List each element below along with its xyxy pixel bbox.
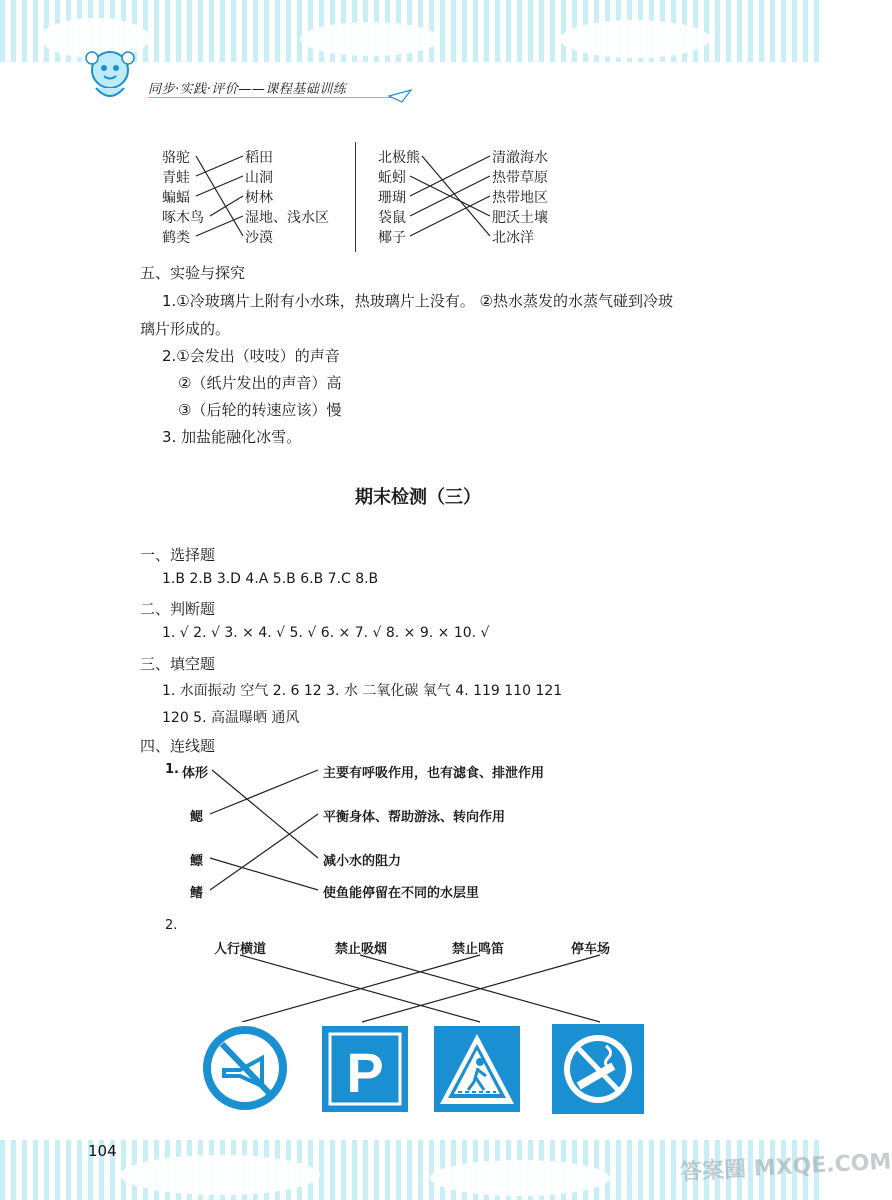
section-heading: 二、判断题 xyxy=(140,600,216,618)
page-number: 104 xyxy=(88,1142,117,1160)
match-left-target: 山洞 xyxy=(245,170,273,186)
answer-line: 1. 水面振动 空气 2. 6 12 3. 水 二氧化碳 氧气 4. 119 110 121 xyxy=(162,683,563,699)
fish-function: 使鱼能停留在不同的水层里 xyxy=(323,886,480,901)
no-smoking-icon xyxy=(552,1024,644,1114)
match-left-item: 蝙蝠 xyxy=(162,190,190,206)
match-right-item: 蚯蚓 xyxy=(378,170,406,186)
match-line xyxy=(210,858,318,890)
match-line xyxy=(210,814,318,890)
no-horn-icon xyxy=(196,1022,294,1114)
match-left-target: 沙漠 xyxy=(245,230,273,246)
match-line xyxy=(210,196,243,216)
match-right-target: 热带地区 xyxy=(492,190,548,206)
match-right-item: 珊瑚 xyxy=(378,190,406,206)
sign-label: 禁止鸣笛 xyxy=(452,942,505,957)
section-heading: 四、连线题 xyxy=(140,737,216,755)
match-left-target: 树林 xyxy=(245,190,273,206)
item-number: 1. xyxy=(165,762,179,777)
match-line xyxy=(422,156,490,236)
svg-text:P: P xyxy=(346,1041,384,1104)
answer-line: ②（纸片发出的声音）高 xyxy=(178,374,342,392)
fish-function: 平衡身体、帮助游泳、转向作用 xyxy=(323,810,506,825)
pedestrian-crossing-icon xyxy=(434,1026,520,1112)
match-right-target: 北冰洋 xyxy=(492,230,534,246)
match-right-item: 袋鼠 xyxy=(378,210,406,226)
match-line xyxy=(196,176,243,196)
match-right-item: 椰子 xyxy=(378,230,406,246)
answer-line: 1.B 2.B 3.D 4.A 5.B 6.B 7.C 8.B xyxy=(162,571,379,587)
answer-line: 2.①会发出（吱吱）的声音 xyxy=(162,347,340,365)
answer-line: 璃片形成的。 xyxy=(140,320,231,338)
match-line xyxy=(196,156,243,176)
fish-part: 鳔 xyxy=(190,854,204,869)
match-line xyxy=(410,196,490,236)
answer-line: ③（后轮的转速应该）慢 xyxy=(178,401,342,419)
exam-title: 期末检测（三） xyxy=(355,487,481,508)
sign-label: 禁止吸烟 xyxy=(335,942,388,957)
header-title: 同步·实践·评价——课程基础训练 xyxy=(148,82,347,97)
match-right-item: 北极熊 xyxy=(378,150,420,166)
item-number: 2. xyxy=(165,918,178,933)
answer-line: 1. √ 2. √ 3. × 4. √ 5. √ 6. × 7. √ 8. × 9. × 10. √ xyxy=(162,625,490,641)
sign-label: 停车场 xyxy=(571,942,611,957)
section-heading: 五、实验与探究 xyxy=(140,264,246,282)
match-left-target: 湿地、浅水区 xyxy=(245,210,329,226)
match-line xyxy=(196,156,243,236)
match-left-target: 稻田 xyxy=(245,150,273,166)
section-heading: 三、填空题 xyxy=(140,655,216,673)
match-left-item: 啄木鸟 xyxy=(162,210,204,226)
fish-part: 鳃 xyxy=(190,810,204,825)
match-line xyxy=(410,156,490,196)
fish-function: 减小水的阻力 xyxy=(323,854,402,869)
section-heading: 一、选择题 xyxy=(140,546,216,564)
footer-cloud xyxy=(120,1155,320,1195)
parking-icon xyxy=(322,1026,408,1112)
match-line xyxy=(212,770,318,858)
match-left-item: 骆驼 xyxy=(162,150,190,166)
footer-cloud xyxy=(430,1160,610,1196)
fish-part: 体形 xyxy=(182,766,209,781)
match-left-item: 鹤类 xyxy=(162,230,190,246)
match-right-target: 肥沃土壤 xyxy=(492,210,548,226)
match-line xyxy=(196,216,243,236)
match-line xyxy=(210,770,318,814)
watermark-logo: 答案圈 MXQE.COM xyxy=(679,1149,892,1186)
match-right-target: 清澈海水 xyxy=(492,150,548,166)
fish-function: 主要有呼吸作用，也有滤食、排泄作用 xyxy=(323,766,545,781)
fish-part: 鳍 xyxy=(190,886,204,901)
answer-line: 120 5. 高温曝晒 通风 xyxy=(162,710,300,726)
answer-line: 3. 加盐能融化冰雪。 xyxy=(162,428,302,446)
match-left-item: 青蛙 xyxy=(162,170,190,186)
answer-line: 1.①冷玻璃片上附有小水珠，热玻璃片上没有。 ②热水蒸发的水蒸气碰到冷玻 xyxy=(162,292,673,310)
match-right-target: 热带草原 xyxy=(492,170,548,186)
sign-label: 人行横道 xyxy=(214,942,267,957)
